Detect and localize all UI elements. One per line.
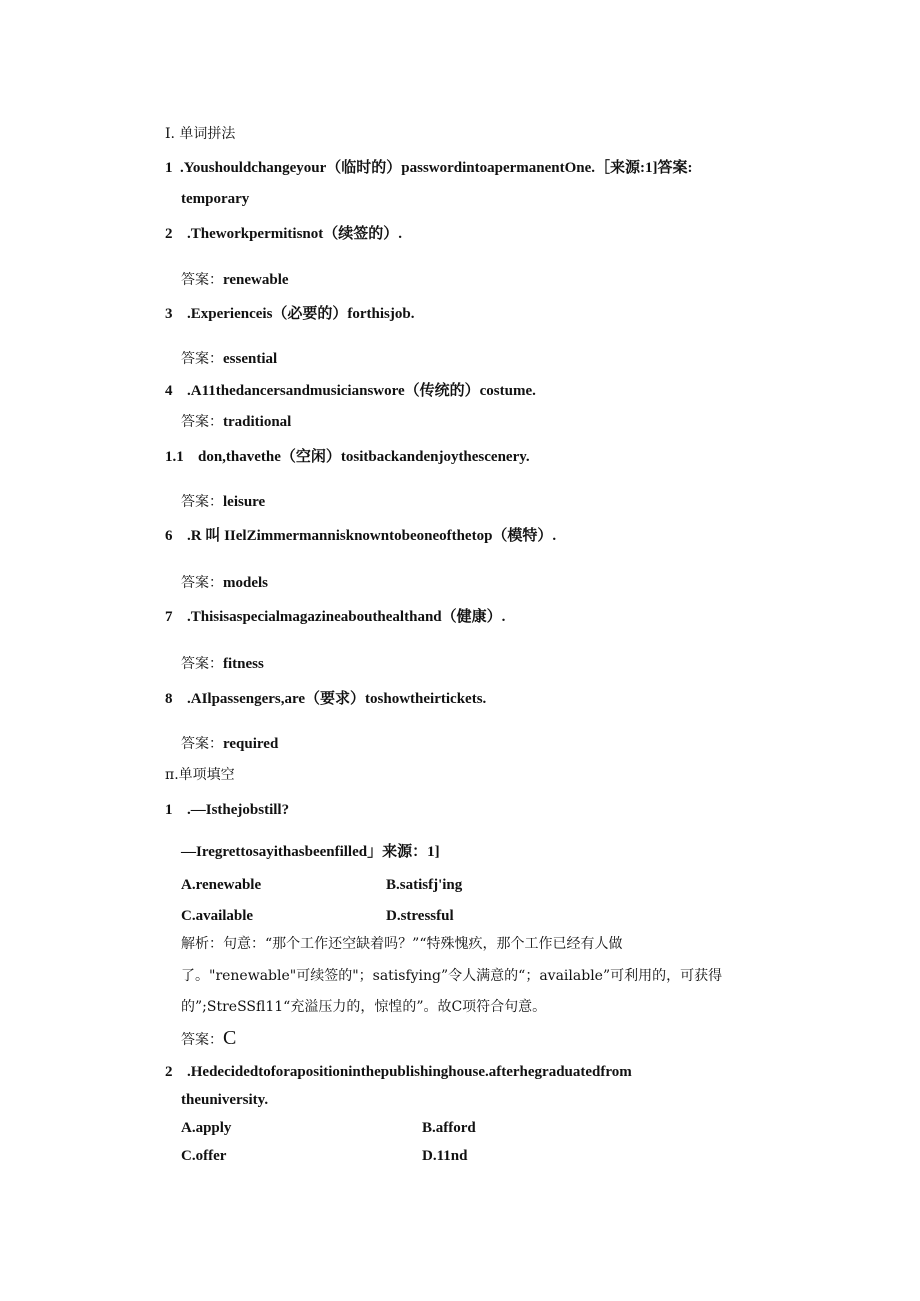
question-text: .Thisisaspecialmagazineabouthealthand（健康）. (187, 609, 506, 625)
question-1-continuation: temporary (181, 191, 250, 207)
question-5 (165, 447, 530, 467)
answer-value: C (223, 1027, 237, 1049)
question-number: 2 (165, 1064, 173, 1080)
answer-value: leisure (223, 494, 266, 510)
answer-value: models (223, 575, 268, 591)
option-b: B.afford (422, 1120, 476, 1136)
question-7 (165, 607, 505, 627)
question-number: 7 (165, 609, 173, 625)
answer-label: 答案： (181, 351, 223, 367)
mc-question-1 (165, 800, 289, 820)
answer-6 (181, 573, 268, 593)
answer-label: 答案： (181, 575, 223, 591)
question-text: .Youshouldchangeyour（临时的）passwordintoapermanentOne.［来源:1]答案: (180, 160, 693, 176)
mc-answer-1 (181, 1028, 236, 1050)
question-4 (165, 381, 536, 401)
question-number: 3 (165, 306, 173, 322)
option-a: A.renewable (181, 877, 262, 893)
question-8 (165, 689, 486, 709)
answer-8 (181, 734, 278, 754)
question-number: 6 (165, 528, 173, 544)
question-number: 1 (165, 160, 173, 176)
answer-value: fitness (223, 656, 264, 672)
answer-label: 答案： (181, 272, 223, 288)
question-text: don,thavethe（空闲）tositbackandenjoythescenery. (198, 449, 530, 465)
question-number: 2 (165, 226, 173, 242)
mc-question-1-reply: —Iregrettosayithasbeenfilled」来源：1] (181, 844, 440, 860)
explanation-line-2: 了。"renewable"可续签的"；satisfying”令人满意的“；available”可利用的，可获得 (181, 968, 723, 984)
mc-question-2 (165, 1062, 632, 1082)
option-a: A.apply (181, 1120, 232, 1136)
question-number: 4 (165, 383, 173, 399)
question-text: .Hedecidedtoforapositioninthepublishinghouse.afterhegraduatedfrom (187, 1064, 632, 1080)
answer-5 (181, 492, 265, 512)
question-number: 1.1 (165, 449, 184, 465)
answer-label: 答案： (181, 414, 223, 430)
answer-value: essential (223, 351, 278, 367)
answer-value: required (223, 736, 279, 752)
option-d: D.11nd (422, 1148, 468, 1164)
answer-value: traditional (223, 414, 292, 430)
question-text: .R 叫 IIelZimmermannisknowntobeoneofthetop（模特）. (187, 528, 557, 544)
explanation-line-3: 的”;StreSSfl11“充溢压力的，惊惶的”。故C项符合句意。 (181, 999, 547, 1015)
question-text: .Experienceis（必要的）forthisjob. (187, 306, 415, 322)
question-text: .AIlpassengers,are（要求）toshowtheirtickets. (187, 691, 487, 707)
section-2-heading: π.单项填空 (165, 767, 235, 783)
question-3 (165, 304, 414, 324)
answer-label: 答案： (181, 494, 223, 510)
mc-question-2-continuation: theuniversity. (181, 1092, 269, 1108)
question-number: 1 (165, 802, 173, 818)
question-text: .Theworkpermitisnot（续签的）. (187, 226, 402, 242)
answer-4 (181, 412, 291, 432)
question-number: 8 (165, 691, 173, 707)
question-text: .—Isthejobstill? (187, 802, 290, 818)
answer-7 (181, 654, 264, 674)
option-d: D.stressful (386, 908, 454, 924)
answer-value: renewable (223, 272, 289, 288)
answer-label: 答案： (181, 1032, 223, 1048)
option-c: C.offer (181, 1148, 227, 1164)
question-2 (165, 224, 402, 244)
answer-2 (181, 270, 289, 290)
question-6 (165, 526, 556, 546)
section-1-heading: I. 单词拼法 (165, 126, 236, 142)
question-1 (165, 158, 693, 178)
answer-label: 答案： (181, 656, 223, 672)
answer-label: 答案： (181, 736, 223, 752)
question-text: .A11thedancersandmusicianswore（传统的）costume. (187, 383, 536, 399)
option-b: B.satisfj'ing (386, 877, 463, 893)
answer-3 (181, 349, 277, 369)
option-c: C.available (181, 908, 254, 924)
explanation-line-1: 解析：句意：“那个工作还空缺着吗？”“特殊愧疚，那个工作已经有人做 (181, 936, 623, 952)
